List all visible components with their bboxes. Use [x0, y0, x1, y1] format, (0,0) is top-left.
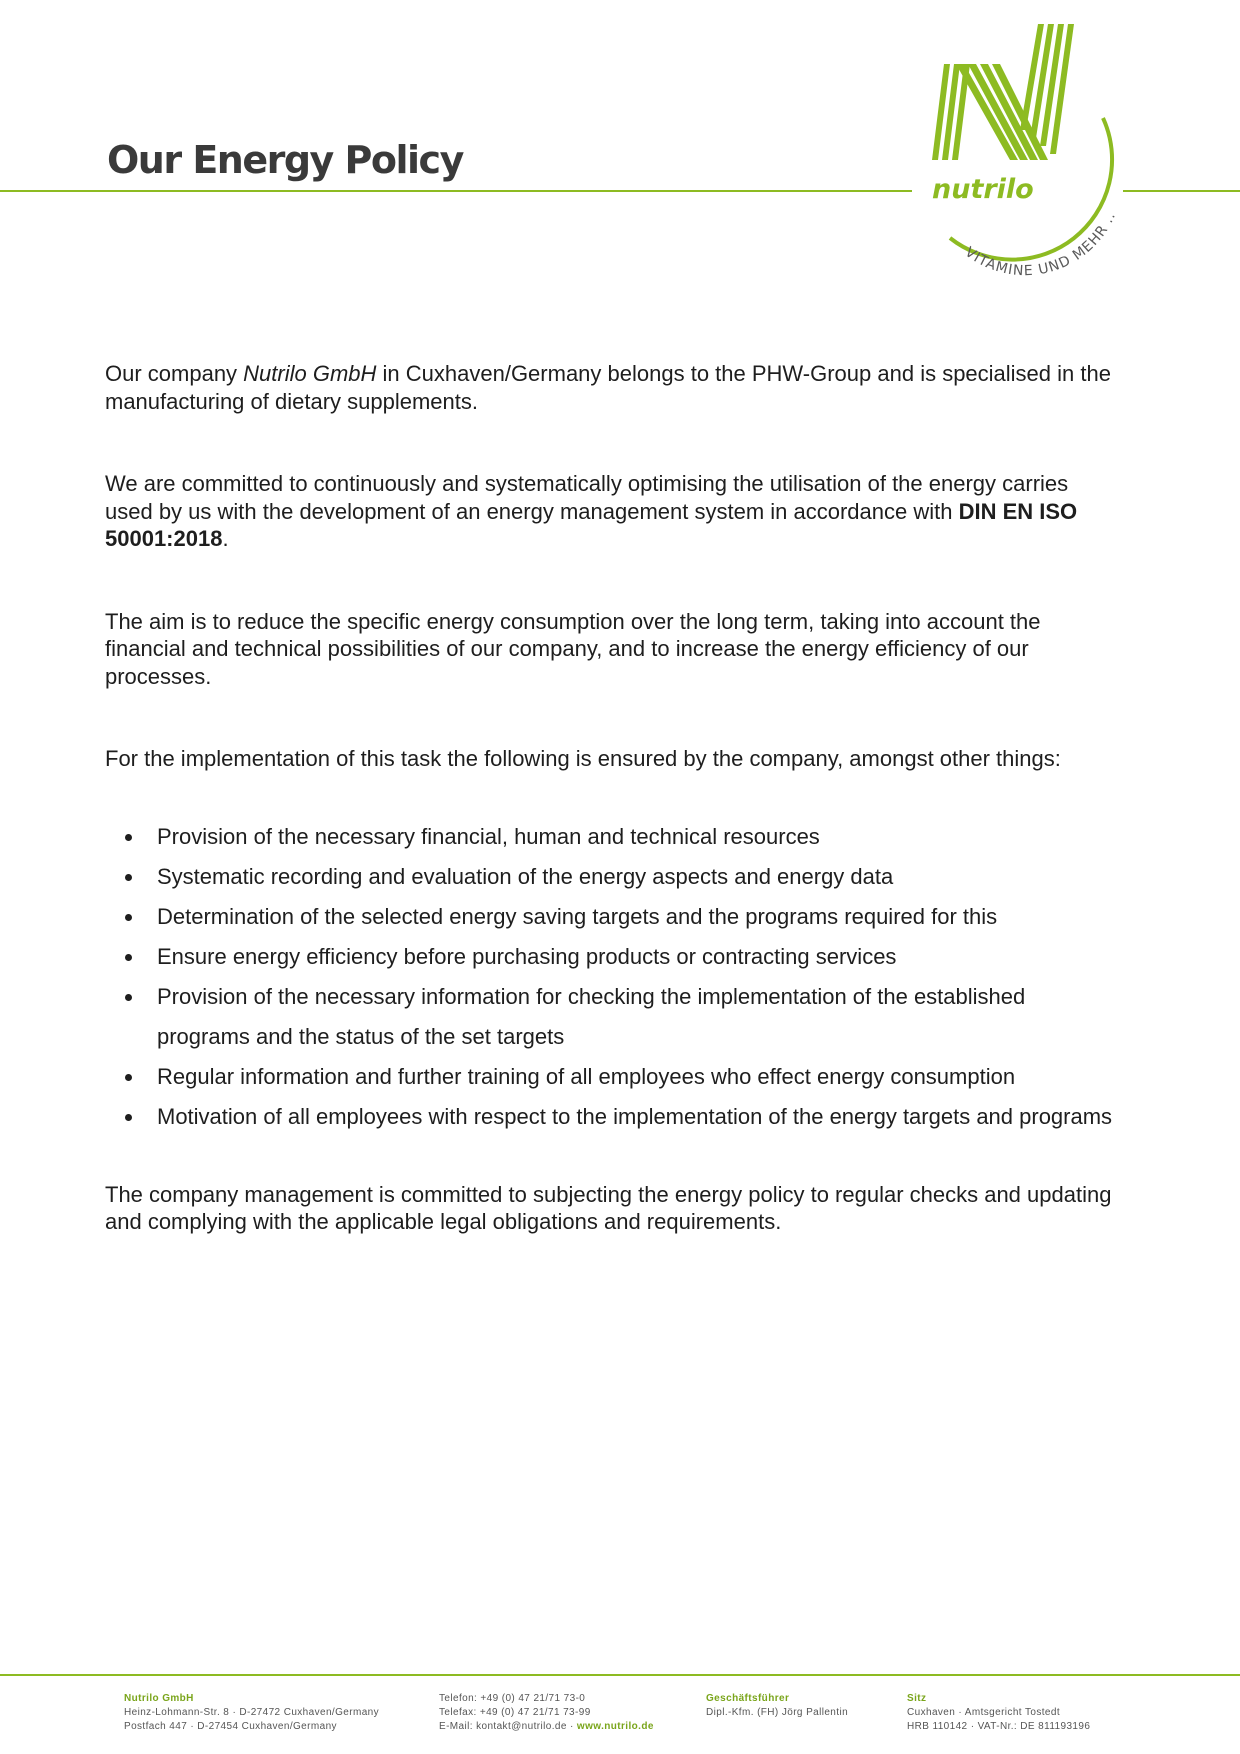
footer-contact: Telefon: +49 (0) 47 21/71 73-0 Telefax: +49 (0) 47 21/71 73-99 E-Mail: kontakt@nutrilo.de · www.nutrilo.de	[439, 1693, 654, 1732]
list-item: Systematic recording and evaluation of the energy aspects and energy data	[105, 857, 1115, 897]
implementation-paragraph: For the implementation of this task the following is ensured by the company, amongst other things:	[105, 746, 1061, 771]
list-item: Ensure energy efficiency before purchasing products or contracting services	[105, 937, 1115, 977]
footer-seat: Sitz Cuxhaven · Amtsgericht Tostedt HRB 110142 · VAT-Nr.: DE 811193196	[907, 1693, 1091, 1732]
header-rule-right	[1123, 190, 1240, 192]
bullet-icon	[125, 914, 132, 921]
bullet-icon	[125, 954, 132, 961]
footer-management: Geschäftsführer Dipl.-Kfm. (FH) Jörg Pallentin	[706, 1693, 849, 1718]
bullet-icon	[125, 874, 132, 881]
page-title: Our Energy Policy	[107, 138, 463, 182]
list-item: Regular information and further training of all employees who effect energy consumption	[105, 1057, 1115, 1097]
list-item: Provision of the necessary financial, human and technical resources	[105, 817, 1115, 857]
svg-text:nutrilo: nutrilo	[932, 174, 1034, 205]
list-item: Provision of the necessary information for checking the implementation of the established programs and the status of the set targets	[105, 977, 1115, 1057]
bullet-icon	[125, 1114, 132, 1121]
bullet-icon	[125, 994, 132, 1001]
list-item: Determination of the selected energy saving targets and the programs required for this	[105, 897, 1115, 937]
closing-paragraph: The company management is committed to subjecting the energy policy to regular checks and updating and complying with the applicable legal obligations and requirements.	[105, 1181, 1112, 1234]
svg-text:VITAMINE UND MEHR ..: VITAMINE UND MEHR ..	[961, 209, 1120, 280]
list-item: Motivation of all employees with respect to the implementation of the energy targets and programs	[105, 1097, 1115, 1137]
aim-paragraph: The aim is to reduce the specific energy consumption over the long term, taking into account the financial and technical possibilities of our company, and to increase the energy efficiency of our processes.	[105, 608, 1041, 689]
footer	[0, 1692, 1240, 1754]
bullet-icon	[125, 834, 132, 841]
bullet-icon	[125, 1074, 132, 1081]
footer-company: Nutrilo GmbH Heinz-Lohmann-Str. 8 · D-27472 Cuxhaven/Germany Postfach 447 · D-27454 Cuxhaven/Germany	[124, 1693, 380, 1732]
website-link[interactable]: www.nutrilo.de	[576, 1721, 654, 1732]
nutrilo-n-logo-icon	[920, 10, 1120, 280]
intro-paragraph: Our company Nutrilo GmbH in Cuxhaven/Germany belongs to the PHW-Group and is specialised in the manufacturing of dietary supplements.	[105, 361, 1111, 414]
header-rule-left	[0, 190, 912, 192]
policy-content	[105, 360, 1115, 1236]
footer-rule	[0, 1674, 1240, 1676]
commitment-paragraph: We are committed to continuously and systematically optimising the utilisation of the energy carries used by us with the development of an energy management system in accordance with DIN EN ISO 50001:2018.	[105, 471, 1078, 551]
measures-list	[105, 817, 1115, 1137]
